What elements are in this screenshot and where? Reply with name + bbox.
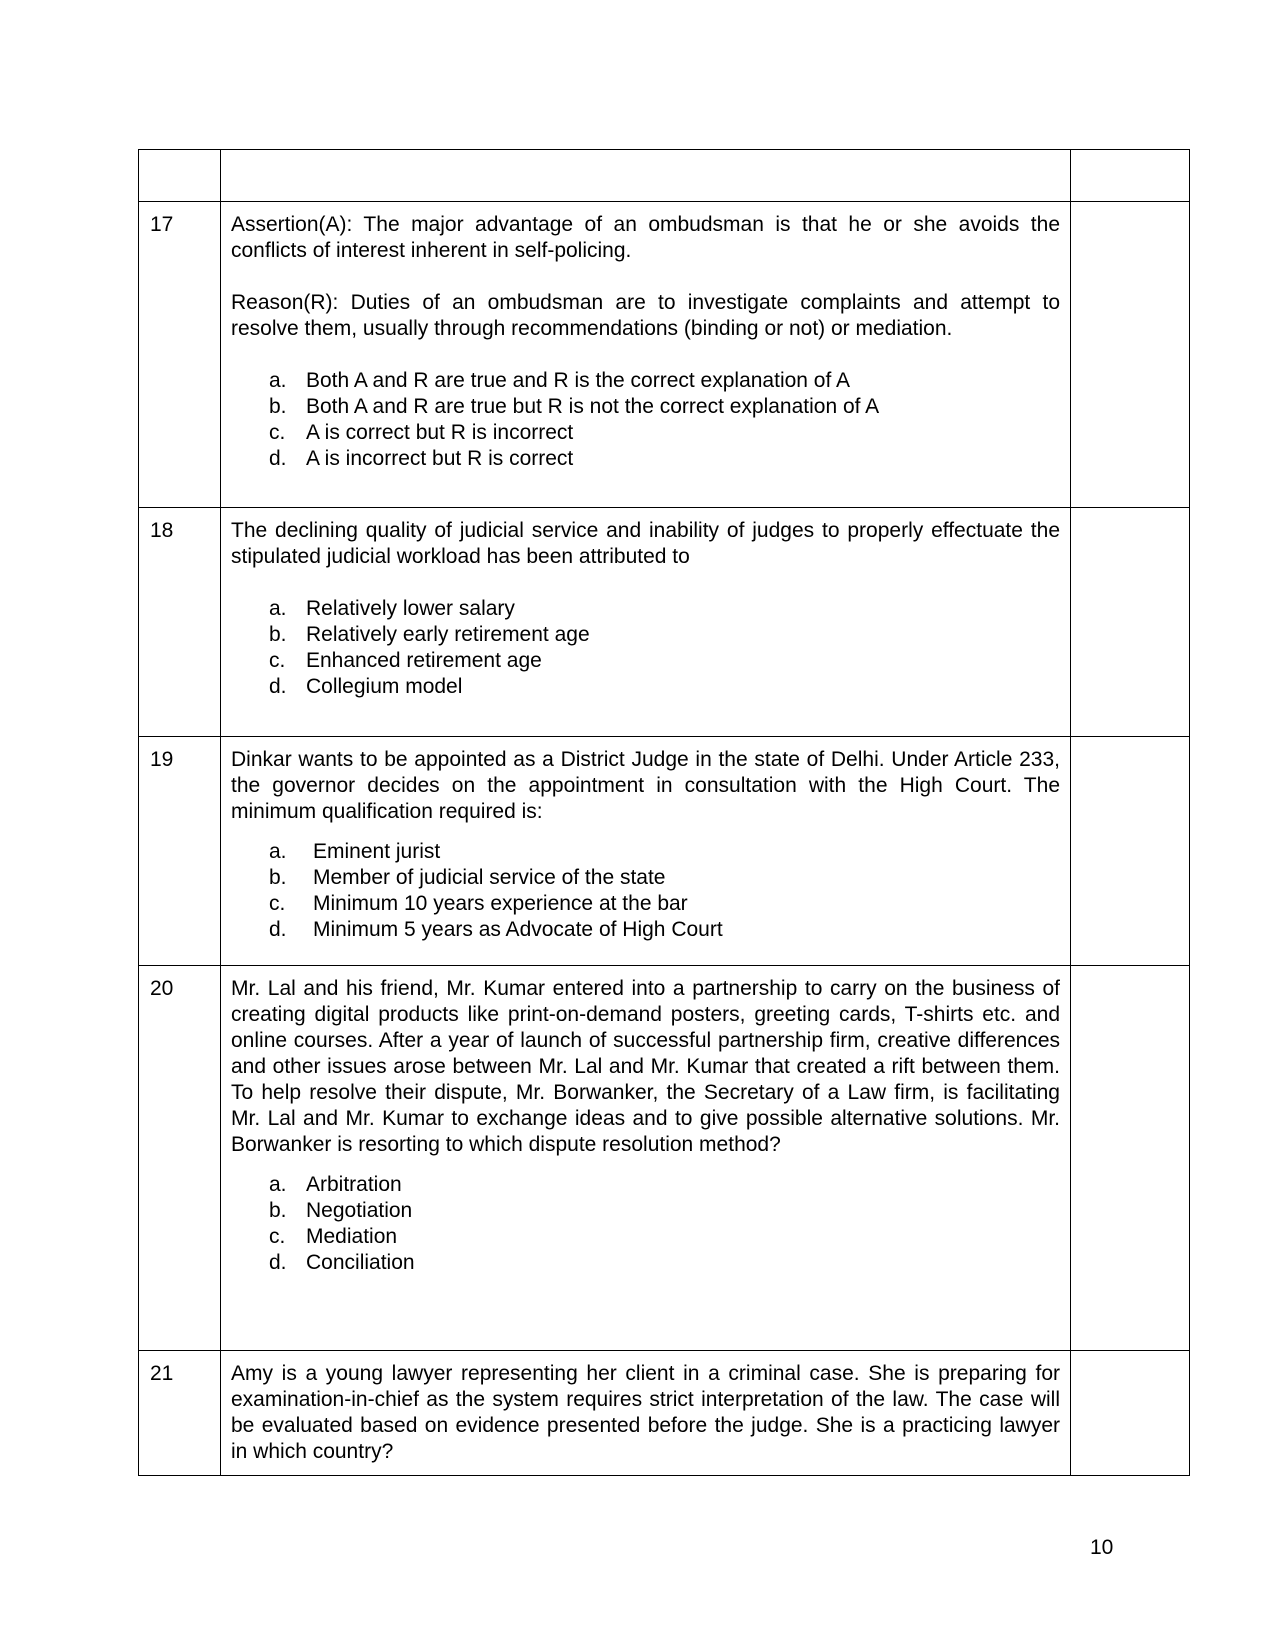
option-text: Eminent jurist [313,840,441,863]
option-item [231,917,1060,943]
option-letter: a. [269,1173,287,1196]
option-letter: d. [269,918,287,941]
question-text: Mr. Lal and his friend, Mr. Kumar entered into a partnership to carry on the business of creating digital products like print-on-demand posters, greeting cards, T-shirts etc. and online courses. After a year of launch of successful partnership firm, creative differences and other issues arose between Mr. Lal and Mr. Kumar that created a rift between them. To help resolve their dispute, Mr. Borwanker, the Secretary of a Law firm, is facilitating Mr. Lal and Mr. Kumar to exchange ideas and to give possible alternative solutions. Mr. Borwanker is resorting to which dispute resolution method? [231,977,1060,1156]
header-cell-marks [1071,150,1190,202]
question-cell [221,508,1071,737]
question-row [139,1351,1190,1476]
question-row [139,737,1190,966]
option-item [231,839,1060,865]
option-letter: b. [269,395,287,418]
question-text: Assertion(A): The major advantage of an ombudsman is that he or she avoids the conflicts of interest inherent in self-policing. [231,213,1060,262]
option-item [231,1198,1060,1224]
page-number: 10 [1090,1536,1114,1559]
header-cell-question [221,150,1071,202]
question-number: 19 [139,737,221,966]
option-text: A is correct but R is incorrect [306,421,574,444]
option-item [231,1172,1060,1198]
option-text: Enhanced retirement age [306,649,542,672]
option-item [231,420,1060,446]
header-cell-number [139,150,221,202]
option-text: Collegium model [306,675,463,698]
question-row [139,202,1190,508]
question-cell [221,966,1071,1351]
question-number: 21 [139,1351,221,1476]
option-letter: c. [269,1225,286,1248]
question-text: Reason(R): Duties of an ombudsman are to investigate complaints and attempt to resolve them, usually through recommendations (binding or not) or mediation. [231,291,1060,340]
marks-cell [1071,966,1190,1351]
option-text: Both A and R are true and R is the correct explanation of A [306,369,851,392]
marks-cell [1071,1351,1190,1476]
question-text: The declining quality of judicial service and inability of judges to properly effectuate the stipulated judicial workload has been attributed to [231,519,1060,568]
question-cell [221,202,1071,508]
marks-cell [1071,737,1190,966]
option-text: Member of judicial service of the state [313,866,666,889]
header-row [139,150,1190,202]
option-letter: d. [269,447,287,470]
option-item [231,674,1060,700]
option-text: Relatively lower salary [306,597,515,620]
option-list [231,1172,1060,1276]
option-letter: a. [269,597,287,620]
option-list [231,596,1060,700]
question-number: 18 [139,508,221,737]
question-cell [221,1351,1071,1476]
question-text: Amy is a young lawyer representing her client in a criminal case. She is preparing for examination-in-chief as the system requires strict interpretation of the law. The case will be evaluated based on evidence presented before the judge. She is a practicing lawyer in which country? [231,1362,1060,1463]
option-text: A is incorrect but R is correct [306,447,574,470]
option-item [231,648,1060,674]
option-letter: c. [269,421,286,444]
option-item [231,1250,1060,1276]
marks-cell [1071,508,1190,737]
option-item [231,1224,1060,1250]
question-row [139,966,1190,1351]
option-text: Arbitration [306,1173,402,1196]
question-number: 20 [139,966,221,1351]
option-letter: c. [269,649,286,672]
question-cell [221,737,1071,966]
option-letter: d. [269,675,287,698]
option-item [231,865,1060,891]
option-item [231,368,1060,394]
option-text: Negotiation [306,1199,413,1222]
question-table [138,149,1190,1476]
option-letter: b. [269,866,287,889]
option-text: Both A and R are true but R is not the correct explanation of A [306,395,880,418]
option-item [231,446,1060,472]
option-list [231,368,1060,472]
option-item [231,622,1060,648]
option-list [231,839,1060,943]
question-number: 17 [139,202,221,508]
option-letter: d. [269,1251,287,1274]
option-item [231,891,1060,917]
question-text: Dinkar wants to be appointed as a District Judge in the state of Delhi. Under Article 233, the governor decides on the appointment in consultation with the High Court. The minimum qualification required is: [231,748,1060,823]
option-letter: a. [269,369,287,392]
question-row [139,508,1190,737]
option-letter: b. [269,1199,287,1222]
option-letter: c. [269,892,286,915]
option-text: Minimum 5 years as Advocate of High Court [313,918,723,941]
option-letter: b. [269,623,287,646]
option-item [231,596,1060,622]
option-text: Mediation [306,1225,398,1248]
marks-cell [1071,202,1190,508]
option-item [231,394,1060,420]
option-text: Conciliation [306,1251,415,1274]
option-text: Relatively early retirement age [306,623,590,646]
option-text: Minimum 10 years experience at the bar [313,892,688,915]
option-letter: a. [269,840,287,863]
